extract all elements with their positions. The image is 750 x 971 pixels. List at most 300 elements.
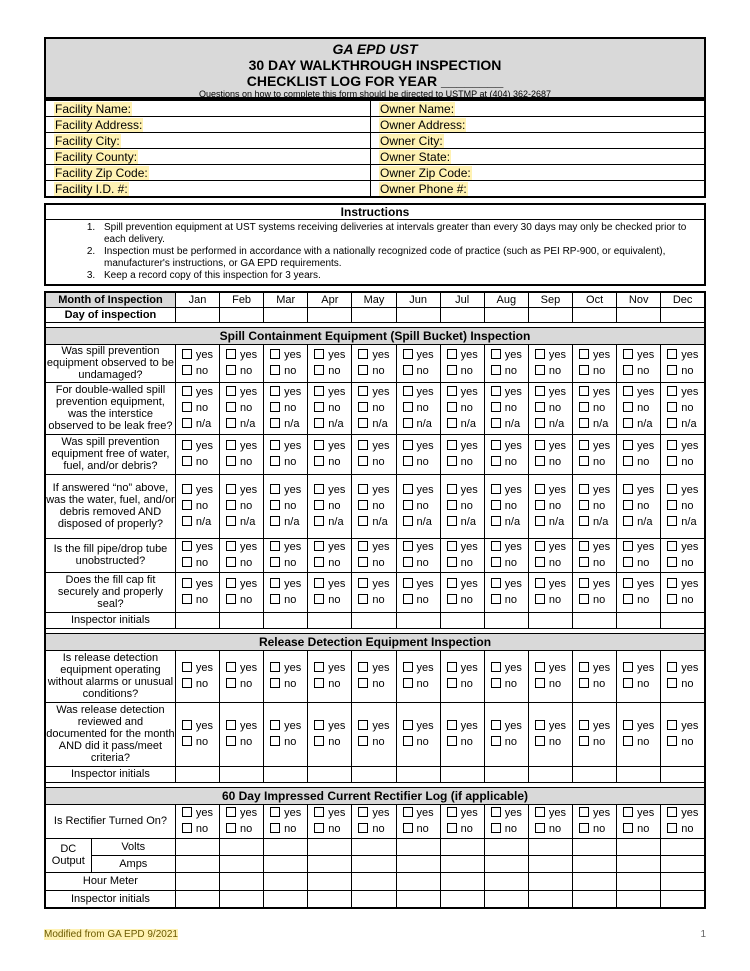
checkbox-option[interactable] bbox=[358, 718, 395, 734]
checkbox-icon[interactable] bbox=[270, 386, 280, 396]
checkbox-option[interactable] bbox=[491, 734, 528, 750]
checkbox-option[interactable] bbox=[579, 482, 616, 498]
checkbox-icon[interactable] bbox=[535, 736, 545, 746]
checkbox-option[interactable] bbox=[226, 498, 263, 514]
checkbox-option[interactable] bbox=[403, 734, 440, 750]
checkbox-icon[interactable] bbox=[535, 456, 545, 466]
checkbox-icon[interactable] bbox=[314, 456, 324, 466]
checkbox-option[interactable] bbox=[447, 384, 484, 400]
checkbox-option[interactable] bbox=[358, 576, 395, 592]
entry-cell[interactable] bbox=[617, 872, 661, 890]
checkbox-icon[interactable] bbox=[623, 418, 633, 428]
checkbox-icon[interactable] bbox=[226, 807, 236, 817]
owner-field[interactable] bbox=[371, 181, 706, 198]
checkbox-option[interactable] bbox=[314, 498, 351, 514]
entry-cell[interactable] bbox=[528, 855, 572, 872]
checkbox-icon[interactable] bbox=[667, 720, 677, 730]
checkbox-option[interactable] bbox=[314, 805, 351, 821]
checkbox-icon[interactable] bbox=[182, 402, 192, 412]
checkbox-icon[interactable] bbox=[226, 678, 236, 688]
checkbox-icon[interactable] bbox=[579, 386, 589, 396]
entry-cell[interactable] bbox=[484, 307, 528, 322]
checkbox-option[interactable] bbox=[270, 498, 307, 514]
checkbox-icon[interactable] bbox=[403, 823, 413, 833]
checkbox-option[interactable] bbox=[226, 347, 263, 363]
checkbox-icon[interactable] bbox=[182, 720, 192, 730]
entry-cell[interactable] bbox=[175, 872, 219, 890]
checkbox-option[interactable] bbox=[182, 347, 219, 363]
checkbox-option[interactable] bbox=[182, 592, 219, 608]
entry-cell[interactable] bbox=[573, 855, 617, 872]
checkbox-icon[interactable] bbox=[491, 541, 501, 551]
checkbox-icon[interactable] bbox=[403, 720, 413, 730]
checkbox-icon[interactable] bbox=[358, 678, 368, 688]
entry-cell[interactable] bbox=[440, 307, 484, 322]
checkbox-icon[interactable] bbox=[535, 402, 545, 412]
checkbox-icon[interactable] bbox=[270, 456, 280, 466]
checkbox-option[interactable] bbox=[182, 454, 219, 470]
checkbox-icon[interactable] bbox=[535, 418, 545, 428]
entry-cell[interactable] bbox=[352, 855, 396, 872]
checkbox-option[interactable] bbox=[535, 347, 572, 363]
checkbox-icon[interactable] bbox=[579, 823, 589, 833]
entry-cell[interactable] bbox=[220, 766, 264, 782]
checkbox-icon[interactable] bbox=[491, 516, 501, 526]
checkbox-option[interactable] bbox=[667, 676, 704, 692]
checkbox-icon[interactable] bbox=[226, 418, 236, 428]
checkbox-icon[interactable] bbox=[403, 440, 413, 450]
checkbox-option[interactable] bbox=[314, 482, 351, 498]
checkbox-option[interactable] bbox=[447, 734, 484, 750]
checkbox-icon[interactable] bbox=[535, 720, 545, 730]
checkbox-option[interactable] bbox=[623, 482, 660, 498]
checkbox-icon[interactable] bbox=[358, 662, 368, 672]
checkbox-icon[interactable] bbox=[270, 823, 280, 833]
checkbox-icon[interactable] bbox=[667, 594, 677, 604]
checkbox-icon[interactable] bbox=[491, 418, 501, 428]
entry-cell[interactable] bbox=[352, 766, 396, 782]
checkbox-option[interactable] bbox=[226, 438, 263, 454]
checkbox-option[interactable] bbox=[535, 576, 572, 592]
checkbox-option[interactable] bbox=[579, 454, 616, 470]
checkbox-icon[interactable] bbox=[403, 500, 413, 510]
checkbox-option[interactable] bbox=[535, 660, 572, 676]
entry-cell[interactable] bbox=[573, 872, 617, 890]
checkbox-option[interactable] bbox=[579, 734, 616, 750]
checkbox-icon[interactable] bbox=[358, 349, 368, 359]
checkbox-icon[interactable] bbox=[270, 365, 280, 375]
checkbox-option[interactable] bbox=[667, 347, 704, 363]
checkbox-option[interactable] bbox=[623, 514, 660, 530]
checkbox-icon[interactable] bbox=[182, 662, 192, 672]
checkbox-option[interactable] bbox=[491, 805, 528, 821]
checkbox-option[interactable] bbox=[270, 482, 307, 498]
checkbox-option[interactable] bbox=[182, 555, 219, 571]
checkbox-option[interactable] bbox=[447, 454, 484, 470]
checkbox-option[interactable] bbox=[491, 416, 528, 432]
checkbox-option[interactable] bbox=[182, 660, 219, 676]
checkbox-option[interactable] bbox=[667, 734, 704, 750]
checkbox-option[interactable] bbox=[447, 438, 484, 454]
checkbox-option[interactable] bbox=[667, 416, 704, 432]
checkbox-icon[interactable] bbox=[447, 440, 457, 450]
checkbox-option[interactable] bbox=[535, 539, 572, 555]
entry-cell[interactable] bbox=[264, 890, 308, 908]
entry-cell[interactable] bbox=[573, 838, 617, 855]
checkbox-icon[interactable] bbox=[667, 456, 677, 466]
checkbox-icon[interactable] bbox=[226, 402, 236, 412]
entry-cell[interactable] bbox=[440, 872, 484, 890]
checkbox-icon[interactable] bbox=[403, 456, 413, 466]
checkbox-icon[interactable] bbox=[182, 541, 192, 551]
checkbox-option[interactable] bbox=[403, 539, 440, 555]
checkbox-option[interactable] bbox=[447, 482, 484, 498]
checkbox-icon[interactable] bbox=[535, 823, 545, 833]
checkbox-option[interactable] bbox=[535, 416, 572, 432]
checkbox-icon[interactable] bbox=[491, 456, 501, 466]
checkbox-option[interactable] bbox=[579, 576, 616, 592]
checkbox-icon[interactable] bbox=[182, 365, 192, 375]
checkbox-icon[interactable] bbox=[535, 349, 545, 359]
checkbox-icon[interactable] bbox=[270, 500, 280, 510]
checkbox-option[interactable] bbox=[182, 805, 219, 821]
checkbox-option[interactable] bbox=[270, 676, 307, 692]
checkbox-icon[interactable] bbox=[535, 500, 545, 510]
checkbox-icon[interactable] bbox=[358, 440, 368, 450]
checkbox-option[interactable] bbox=[623, 734, 660, 750]
checkbox-icon[interactable] bbox=[623, 484, 633, 494]
checkbox-icon[interactable] bbox=[579, 440, 589, 450]
checkbox-icon[interactable] bbox=[226, 823, 236, 833]
entry-cell[interactable] bbox=[264, 872, 308, 890]
checkbox-icon[interactable] bbox=[314, 557, 324, 567]
checkbox-option[interactable] bbox=[270, 454, 307, 470]
checkbox-option[interactable] bbox=[226, 805, 263, 821]
checkbox-icon[interactable] bbox=[270, 720, 280, 730]
checkbox-option[interactable] bbox=[623, 805, 660, 821]
checkbox-icon[interactable] bbox=[491, 594, 501, 604]
checkbox-icon[interactable] bbox=[447, 662, 457, 672]
checkbox-icon[interactable] bbox=[667, 386, 677, 396]
checkbox-option[interactable] bbox=[358, 400, 395, 416]
checkbox-option[interactable] bbox=[491, 347, 528, 363]
checkbox-icon[interactable] bbox=[226, 736, 236, 746]
checkbox-icon[interactable] bbox=[447, 736, 457, 746]
entry-cell[interactable] bbox=[352, 612, 396, 628]
checkbox-icon[interactable] bbox=[314, 736, 324, 746]
checkbox-icon[interactable] bbox=[270, 440, 280, 450]
checkbox-option[interactable] bbox=[314, 555, 351, 571]
checkbox-icon[interactable] bbox=[491, 807, 501, 817]
checkbox-icon[interactable] bbox=[270, 678, 280, 688]
checkbox-option[interactable] bbox=[623, 438, 660, 454]
checkbox-icon[interactable] bbox=[182, 678, 192, 688]
checkbox-icon[interactable] bbox=[403, 557, 413, 567]
owner-field[interactable] bbox=[371, 149, 706, 165]
checkbox-icon[interactable] bbox=[358, 500, 368, 510]
checkbox-option[interactable] bbox=[270, 821, 307, 837]
checkbox-icon[interactable] bbox=[667, 807, 677, 817]
entry-cell[interactable] bbox=[661, 838, 705, 855]
entry-cell[interactable] bbox=[220, 890, 264, 908]
checkbox-icon[interactable] bbox=[226, 456, 236, 466]
checkbox-option[interactable] bbox=[667, 821, 704, 837]
checkbox-icon[interactable] bbox=[623, 557, 633, 567]
checkbox-option[interactable] bbox=[667, 576, 704, 592]
checkbox-icon[interactable] bbox=[358, 484, 368, 494]
checkbox-icon[interactable] bbox=[579, 365, 589, 375]
entry-cell[interactable] bbox=[484, 872, 528, 890]
checkbox-icon[interactable] bbox=[270, 484, 280, 494]
checkbox-icon[interactable] bbox=[403, 349, 413, 359]
checkbox-icon[interactable] bbox=[623, 541, 633, 551]
checkbox-icon[interactable] bbox=[579, 349, 589, 359]
checkbox-option[interactable] bbox=[403, 660, 440, 676]
checkbox-icon[interactable] bbox=[667, 349, 677, 359]
checkbox-icon[interactable] bbox=[314, 541, 324, 551]
checkbox-option[interactable] bbox=[579, 347, 616, 363]
checkbox-icon[interactable] bbox=[535, 365, 545, 375]
checkbox-icon[interactable] bbox=[535, 594, 545, 604]
checkbox-icon[interactable] bbox=[623, 349, 633, 359]
checkbox-option[interactable] bbox=[403, 718, 440, 734]
checkbox-option[interactable] bbox=[579, 363, 616, 379]
checkbox-option[interactable] bbox=[226, 416, 263, 432]
checkbox-option[interactable] bbox=[447, 514, 484, 530]
checkbox-option[interactable] bbox=[491, 539, 528, 555]
checkbox-option[interactable] bbox=[447, 576, 484, 592]
checkbox-option[interactable] bbox=[358, 660, 395, 676]
checkbox-option[interactable] bbox=[314, 454, 351, 470]
entry-cell[interactable] bbox=[617, 890, 661, 908]
owner-field[interactable] bbox=[371, 133, 706, 149]
checkbox-option[interactable] bbox=[226, 454, 263, 470]
checkbox-option[interactable] bbox=[491, 592, 528, 608]
checkbox-icon[interactable] bbox=[623, 365, 633, 375]
checkbox-icon[interactable] bbox=[491, 440, 501, 450]
checkbox-option[interactable] bbox=[270, 734, 307, 750]
entry-cell[interactable] bbox=[308, 872, 352, 890]
entry-cell[interactable] bbox=[264, 838, 308, 855]
checkbox-option[interactable] bbox=[579, 821, 616, 837]
entry-cell[interactable] bbox=[308, 766, 352, 782]
entry-cell[interactable] bbox=[264, 612, 308, 628]
facility-field[interactable] bbox=[45, 165, 371, 181]
checkbox-option[interactable] bbox=[182, 416, 219, 432]
entry-cell[interactable] bbox=[484, 612, 528, 628]
checkbox-icon[interactable] bbox=[535, 557, 545, 567]
entry-cell[interactable] bbox=[661, 612, 705, 628]
checkbox-option[interactable] bbox=[667, 660, 704, 676]
checkbox-icon[interactable] bbox=[447, 678, 457, 688]
checkbox-icon[interactable] bbox=[403, 807, 413, 817]
checkbox-option[interactable] bbox=[403, 821, 440, 837]
checkbox-option[interactable] bbox=[358, 498, 395, 514]
checkbox-icon[interactable] bbox=[579, 541, 589, 551]
checkbox-icon[interactable] bbox=[314, 678, 324, 688]
checkbox-icon[interactable] bbox=[314, 484, 324, 494]
checkbox-option[interactable] bbox=[270, 555, 307, 571]
checkbox-icon[interactable] bbox=[491, 484, 501, 494]
checkbox-option[interactable] bbox=[358, 555, 395, 571]
facility-field[interactable] bbox=[45, 149, 371, 165]
checkbox-option[interactable] bbox=[491, 676, 528, 692]
checkbox-option[interactable] bbox=[270, 438, 307, 454]
checkbox-option[interactable] bbox=[358, 454, 395, 470]
checkbox-option[interactable] bbox=[579, 660, 616, 676]
entry-cell[interactable] bbox=[528, 766, 572, 782]
checkbox-option[interactable] bbox=[491, 660, 528, 676]
entry-cell[interactable] bbox=[396, 872, 440, 890]
checkbox-icon[interactable] bbox=[314, 662, 324, 672]
checkbox-icon[interactable] bbox=[358, 823, 368, 833]
entry-cell[interactable] bbox=[175, 307, 219, 322]
checkbox-icon[interactable] bbox=[447, 594, 457, 604]
entry-cell[interactable] bbox=[617, 838, 661, 855]
entry-cell[interactable] bbox=[264, 307, 308, 322]
checkbox-option[interactable] bbox=[270, 805, 307, 821]
checkbox-option[interactable] bbox=[667, 718, 704, 734]
checkbox-icon[interactable] bbox=[447, 349, 457, 359]
checkbox-option[interactable] bbox=[314, 363, 351, 379]
checkbox-option[interactable] bbox=[447, 539, 484, 555]
checkbox-option[interactable] bbox=[667, 805, 704, 821]
checkbox-icon[interactable] bbox=[226, 662, 236, 672]
checkbox-icon[interactable] bbox=[447, 386, 457, 396]
checkbox-option[interactable] bbox=[358, 539, 395, 555]
entry-cell[interactable] bbox=[396, 612, 440, 628]
checkbox-option[interactable] bbox=[535, 400, 572, 416]
checkbox-option[interactable] bbox=[270, 576, 307, 592]
checkbox-option[interactable] bbox=[447, 498, 484, 514]
checkbox-icon[interactable] bbox=[579, 807, 589, 817]
entry-cell[interactable] bbox=[440, 612, 484, 628]
entry-cell[interactable] bbox=[440, 855, 484, 872]
checkbox-icon[interactable] bbox=[314, 402, 324, 412]
checkbox-icon[interactable] bbox=[314, 418, 324, 428]
checkbox-option[interactable] bbox=[667, 514, 704, 530]
checkbox-option[interactable] bbox=[491, 821, 528, 837]
checkbox-icon[interactable] bbox=[667, 418, 677, 428]
checkbox-icon[interactable] bbox=[623, 440, 633, 450]
checkbox-icon[interactable] bbox=[270, 418, 280, 428]
checkbox-icon[interactable] bbox=[314, 720, 324, 730]
checkbox-option[interactable] bbox=[403, 416, 440, 432]
checkbox-icon[interactable] bbox=[623, 578, 633, 588]
checkbox-option[interactable] bbox=[314, 592, 351, 608]
entry-cell[interactable] bbox=[396, 766, 440, 782]
checkbox-option[interactable] bbox=[182, 821, 219, 837]
checkbox-option[interactable] bbox=[270, 660, 307, 676]
checkbox-icon[interactable] bbox=[491, 823, 501, 833]
checkbox-option[interactable] bbox=[403, 438, 440, 454]
checkbox-icon[interactable] bbox=[226, 500, 236, 510]
checkbox-icon[interactable] bbox=[226, 541, 236, 551]
checkbox-icon[interactable] bbox=[358, 720, 368, 730]
checkbox-icon[interactable] bbox=[182, 557, 192, 567]
entry-cell[interactable] bbox=[484, 855, 528, 872]
checkbox-icon[interactable] bbox=[623, 594, 633, 604]
checkbox-icon[interactable] bbox=[579, 402, 589, 412]
checkbox-icon[interactable] bbox=[226, 365, 236, 375]
checkbox-icon[interactable] bbox=[358, 557, 368, 567]
checkbox-icon[interactable] bbox=[270, 541, 280, 551]
checkbox-option[interactable] bbox=[226, 363, 263, 379]
checkbox-icon[interactable] bbox=[447, 418, 457, 428]
checkbox-icon[interactable] bbox=[667, 541, 677, 551]
entry-cell[interactable] bbox=[573, 612, 617, 628]
checkbox-option[interactable] bbox=[623, 592, 660, 608]
entry-cell[interactable] bbox=[220, 612, 264, 628]
checkbox-icon[interactable] bbox=[358, 365, 368, 375]
checkbox-icon[interactable] bbox=[667, 662, 677, 672]
checkbox-option[interactable] bbox=[447, 821, 484, 837]
checkbox-option[interactable] bbox=[403, 498, 440, 514]
entry-cell[interactable] bbox=[220, 838, 264, 855]
checkbox-option[interactable] bbox=[314, 384, 351, 400]
checkbox-option[interactable] bbox=[403, 384, 440, 400]
checkbox-option[interactable] bbox=[491, 498, 528, 514]
checkbox-option[interactable] bbox=[579, 676, 616, 692]
checkbox-icon[interactable] bbox=[535, 386, 545, 396]
checkbox-icon[interactable] bbox=[270, 402, 280, 412]
checkbox-icon[interactable] bbox=[226, 349, 236, 359]
checkbox-icon[interactable] bbox=[314, 500, 324, 510]
checkbox-option[interactable] bbox=[226, 821, 263, 837]
checkbox-icon[interactable] bbox=[314, 440, 324, 450]
checkbox-option[interactable] bbox=[403, 805, 440, 821]
checkbox-icon[interactable] bbox=[535, 662, 545, 672]
checkbox-option[interactable] bbox=[535, 514, 572, 530]
checkbox-option[interactable] bbox=[314, 676, 351, 692]
checkbox-option[interactable] bbox=[226, 660, 263, 676]
checkbox-option[interactable] bbox=[579, 555, 616, 571]
checkbox-icon[interactable] bbox=[314, 516, 324, 526]
checkbox-option[interactable] bbox=[579, 498, 616, 514]
checkbox-option[interactable] bbox=[535, 734, 572, 750]
checkbox-option[interactable] bbox=[447, 555, 484, 571]
checkbox-option[interactable] bbox=[623, 363, 660, 379]
owner-field[interactable] bbox=[371, 165, 706, 181]
checkbox-option[interactable] bbox=[270, 539, 307, 555]
checkbox-icon[interactable] bbox=[182, 516, 192, 526]
checkbox-option[interactable] bbox=[579, 384, 616, 400]
checkbox-icon[interactable] bbox=[447, 557, 457, 567]
checkbox-option[interactable] bbox=[579, 805, 616, 821]
checkbox-icon[interactable] bbox=[667, 500, 677, 510]
checkbox-icon[interactable] bbox=[579, 720, 589, 730]
checkbox-option[interactable] bbox=[403, 676, 440, 692]
checkbox-icon[interactable] bbox=[623, 823, 633, 833]
checkbox-option[interactable] bbox=[535, 363, 572, 379]
entry-cell[interactable] bbox=[617, 307, 661, 322]
checkbox-icon[interactable] bbox=[403, 365, 413, 375]
checkbox-icon[interactable] bbox=[535, 484, 545, 494]
checkbox-icon[interactable] bbox=[270, 736, 280, 746]
entry-cell[interactable] bbox=[528, 307, 572, 322]
checkbox-icon[interactable] bbox=[226, 578, 236, 588]
checkbox-option[interactable] bbox=[182, 400, 219, 416]
checkbox-option[interactable] bbox=[491, 576, 528, 592]
checkbox-icon[interactable] bbox=[358, 516, 368, 526]
checkbox-icon[interactable] bbox=[403, 678, 413, 688]
entry-cell[interactable] bbox=[573, 307, 617, 322]
checkbox-option[interactable] bbox=[623, 498, 660, 514]
checkbox-icon[interactable] bbox=[535, 541, 545, 551]
checkbox-option[interactable] bbox=[403, 482, 440, 498]
entry-cell[interactable] bbox=[661, 890, 705, 908]
facility-field[interactable] bbox=[45, 100, 371, 117]
